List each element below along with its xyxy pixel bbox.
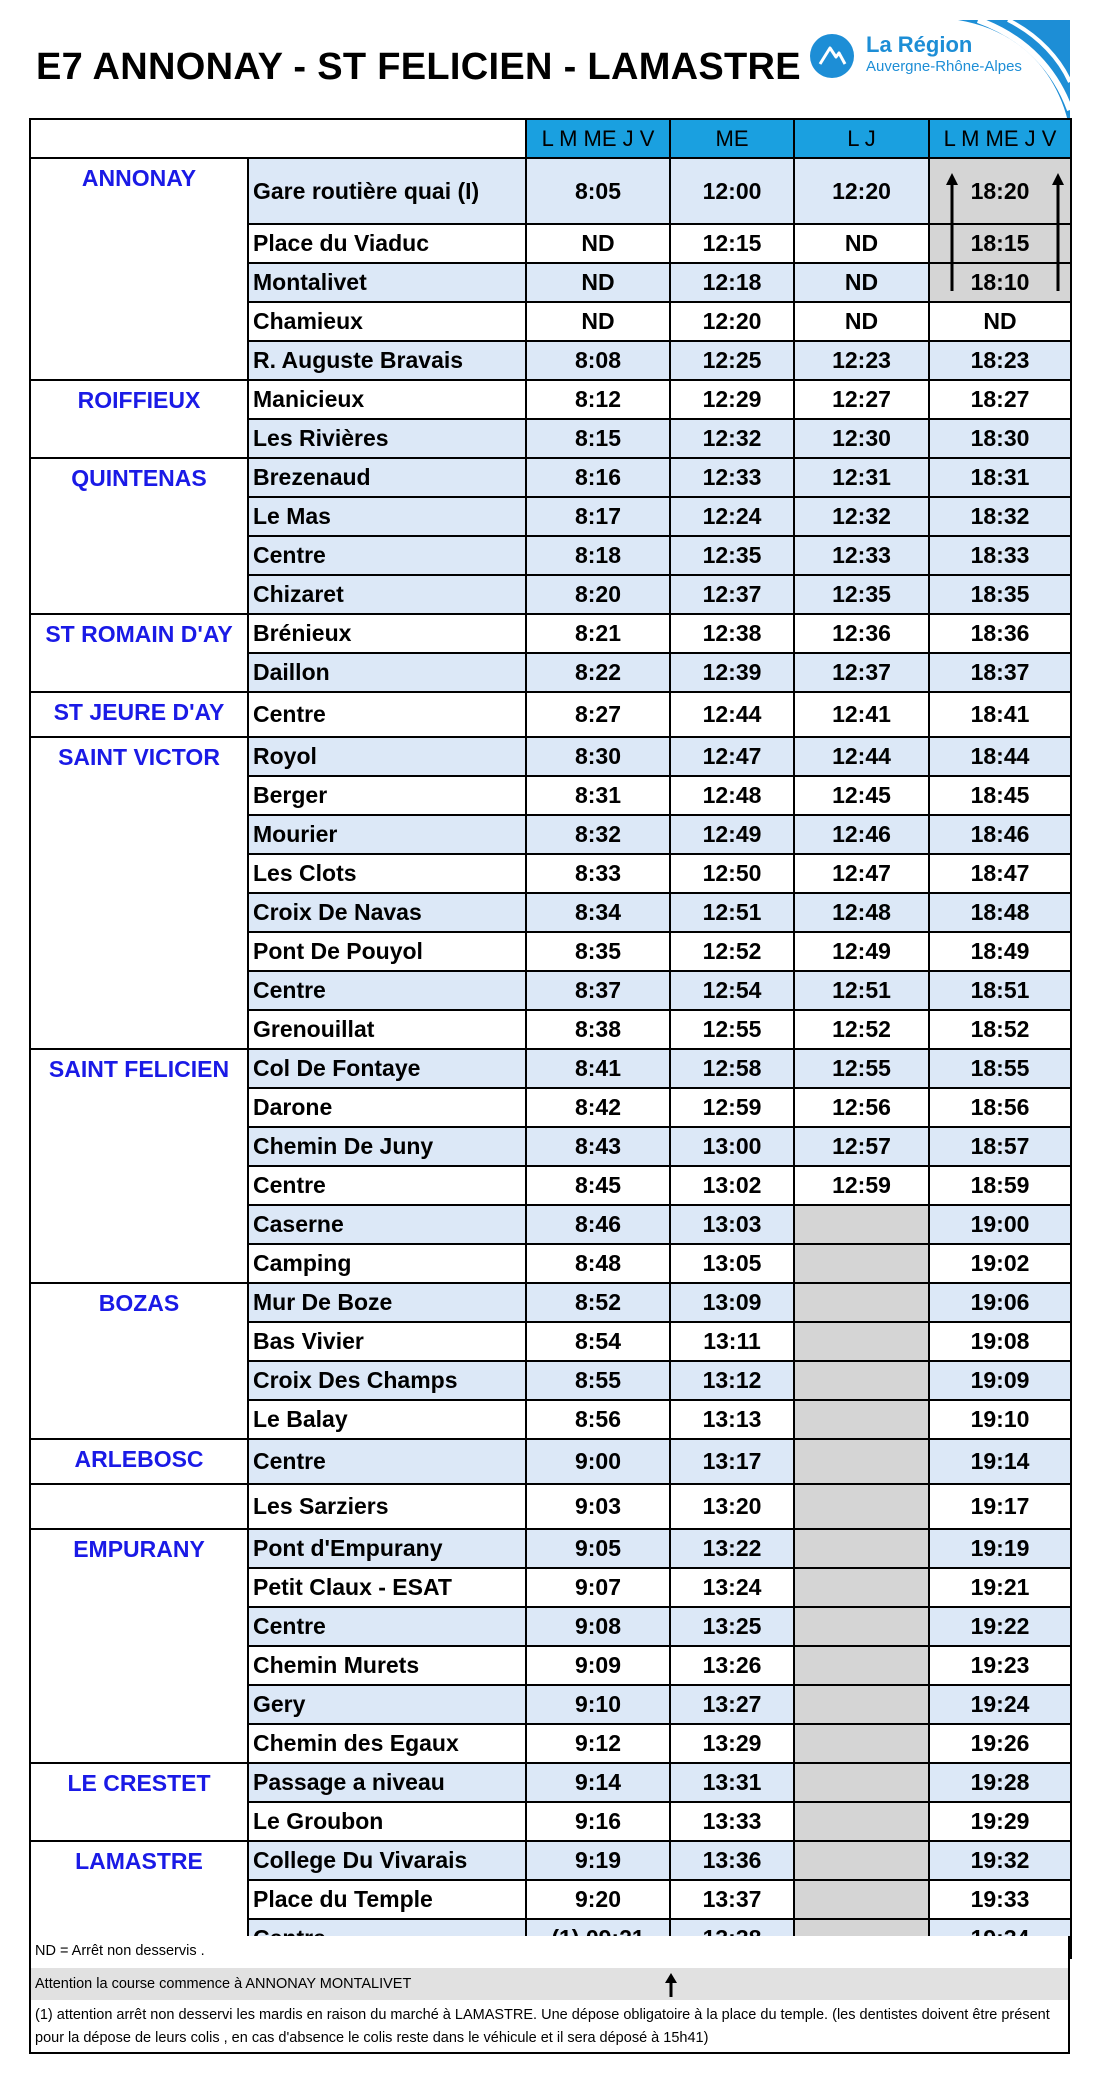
time-cell: 18:57 <box>929 1127 1071 1166</box>
table-row <box>30 458 1071 497</box>
time-cell: 18:37 <box>929 653 1071 692</box>
time-cell: 18:41 <box>929 692 1071 737</box>
time-cell <box>794 1685 929 1724</box>
time-cell: 13:11 <box>670 1322 794 1361</box>
time-cell <box>794 1529 929 1568</box>
time-cell: 12:56 <box>794 1088 929 1127</box>
time-cell: 19:26 <box>929 1724 1071 1763</box>
town-name: ANNONAY <box>30 158 248 380</box>
time-cell: 12:44 <box>670 692 794 737</box>
time-cell: 13:31 <box>670 1763 794 1802</box>
town-name: SAINT FELICIEN <box>30 1049 248 1283</box>
time-cell: 9:12 <box>526 1724 670 1763</box>
time-cell: 18:48 <box>929 893 1071 932</box>
table-row <box>30 614 1071 653</box>
up-arrow-icon <box>1050 173 1066 291</box>
time-cell: 13:12 <box>670 1361 794 1400</box>
time-cell <box>794 1568 929 1607</box>
time-cell <box>794 1802 929 1841</box>
time-cell: 12:35 <box>794 575 929 614</box>
time-cell: 12:51 <box>794 971 929 1010</box>
time-cell: 19:17 <box>929 1484 1071 1529</box>
time-cell: 12:55 <box>670 1010 794 1049</box>
column-header: L M ME J V <box>526 119 670 158</box>
time-cell: 12:32 <box>670 419 794 458</box>
stop-name: Centre <box>248 1166 526 1205</box>
time-cell: 13:13 <box>670 1400 794 1439</box>
town-name: LE CRESTET <box>30 1763 248 1841</box>
time-cell: 8:22 <box>526 653 670 692</box>
table-row <box>30 1841 1071 1880</box>
time-cell: 12:15 <box>670 224 794 263</box>
time-cell: 12:30 <box>794 419 929 458</box>
time-cell: 8:37 <box>526 971 670 1010</box>
up-arrow-icon <box>944 173 960 291</box>
time-cell: 13:03 <box>670 1205 794 1244</box>
table-row <box>30 737 1071 776</box>
time-cell <box>794 1361 929 1400</box>
stop-name: Pont d'Empurany <box>248 1529 526 1568</box>
time-cell: 9:07 <box>526 1568 670 1607</box>
time-cell: 19:32 <box>929 1841 1071 1880</box>
time-cell: 18:59 <box>929 1166 1071 1205</box>
time-cell: 12:24 <box>670 497 794 536</box>
time-cell: 19:29 <box>929 1802 1071 1841</box>
time-cell: 19:28 <box>929 1763 1071 1802</box>
stop-name: Gare routière quai (I) <box>248 158 526 224</box>
time-cell: 19:09 <box>929 1361 1071 1400</box>
time-cell: 12:54 <box>670 971 794 1010</box>
time-cell: 12:20 <box>794 158 929 224</box>
stop-name: Place du Viaduc <box>248 224 526 263</box>
time-cell: 9:10 <box>526 1685 670 1724</box>
stop-name: Centre <box>248 536 526 575</box>
logo-subtitle: Auvergne-Rhône-Alpes <box>866 58 1022 75</box>
time-cell: 13:24 <box>670 1568 794 1607</box>
time-cell: 19:08 <box>929 1322 1071 1361</box>
time-cell: 12:37 <box>670 575 794 614</box>
time-cell: 12:32 <box>794 497 929 536</box>
stop-name: Darone <box>248 1088 526 1127</box>
up-arrow-icon <box>663 1972 679 1998</box>
time-cell: 9:08 <box>526 1607 670 1646</box>
time-cell: 12:25 <box>670 341 794 380</box>
stop-name: Berger <box>248 776 526 815</box>
time-cell: 13:37 <box>670 1880 794 1919</box>
time-cell: 12:52 <box>670 932 794 971</box>
stop-name: Daillon <box>248 653 526 692</box>
time-cell: 12:29 <box>670 380 794 419</box>
stop-name: Passage a niveau <box>248 1763 526 1802</box>
time-cell: 12:44 <box>794 737 929 776</box>
stop-name: Les Sarziers <box>248 1484 526 1529</box>
time-cell: 19:33 <box>929 1880 1071 1919</box>
time-cell: 12:49 <box>670 815 794 854</box>
time-cell: 19:02 <box>929 1244 1071 1283</box>
town-name: EMPURANY <box>30 1529 248 1763</box>
time-cell: 8:15 <box>526 419 670 458</box>
table-row <box>30 158 1071 224</box>
time-cell: 18:55 <box>929 1049 1071 1088</box>
time-cell: 8:42 <box>526 1088 670 1127</box>
stop-name: Croix Des Champs <box>248 1361 526 1400</box>
time-cell: 12:51 <box>670 893 794 932</box>
time-cell: 12:37 <box>794 653 929 692</box>
stop-name: Centre <box>248 692 526 737</box>
table-row <box>30 1439 1071 1484</box>
stop-name: Brezenaud <box>248 458 526 497</box>
time-cell <box>794 1205 929 1244</box>
header-row <box>30 119 1071 158</box>
stop-name: Royol <box>248 737 526 776</box>
time-cell: 8:38 <box>526 1010 670 1049</box>
time-cell: 8:48 <box>526 1244 670 1283</box>
header-blank <box>30 119 526 158</box>
time-cell <box>794 1763 929 1802</box>
time-cell: 18:46 <box>929 815 1071 854</box>
table-row <box>30 1529 1071 1568</box>
time-cell: 18:44 <box>929 737 1071 776</box>
stop-name: Chemin De Juny <box>248 1127 526 1166</box>
attention-note <box>29 1968 1070 2000</box>
stop-name: Chizaret <box>248 575 526 614</box>
stop-name: Col De Fontaye <box>248 1049 526 1088</box>
time-cell: 13:17 <box>670 1439 794 1484</box>
time-cell: 8:18 <box>526 536 670 575</box>
time-cell: 13:25 <box>670 1607 794 1646</box>
time-cell: 8:05 <box>526 158 670 224</box>
stop-name: Centre <box>248 971 526 1010</box>
stop-name: Place du Temple <box>248 1880 526 1919</box>
time-cell: ND <box>526 263 670 302</box>
time-cell: 13:05 <box>670 1244 794 1283</box>
logo-name: La Région <box>866 32 973 57</box>
time-cell: 8:41 <box>526 1049 670 1088</box>
time-cell: 9:20 <box>526 1880 670 1919</box>
stop-name: Centre <box>248 1607 526 1646</box>
time-cell: 9:19 <box>526 1841 670 1880</box>
time-cell: 8:27 <box>526 692 670 737</box>
footnote: (1) attention arrêt non desservi les mardis en raison du marché à LAMASTRE. Une dépose obligatoire à la place du temple. (les dentistes doivent être présent pour la dépose de leurs colis , en cas d'absence le colis reste dans le véhicule et il sera déposé à 15h41) <box>29 2000 1070 2054</box>
time-cell: 8:35 <box>526 932 670 971</box>
town-name: BOZAS <box>30 1283 248 1439</box>
time-cell <box>794 1322 929 1361</box>
town-name <box>30 1484 248 1529</box>
time-cell: 18:33 <box>929 536 1071 575</box>
time-cell: 19:23 <box>929 1646 1071 1685</box>
time-cell: 9:16 <box>526 1802 670 1841</box>
time-cell: 12:49 <box>794 932 929 971</box>
time-cell: 18:49 <box>929 932 1071 971</box>
time-cell: 8:12 <box>526 380 670 419</box>
time-cell: 13:26 <box>670 1646 794 1685</box>
stop-name: Les Clots <box>248 854 526 893</box>
time-cell: 12:35 <box>670 536 794 575</box>
time-cell: 8:34 <box>526 893 670 932</box>
time-cell: 8:56 <box>526 1400 670 1439</box>
time-cell: 12:00 <box>670 158 794 224</box>
time-cell: 8:31 <box>526 776 670 815</box>
time-cell: 18:27 <box>929 380 1071 419</box>
time-cell <box>794 1400 929 1439</box>
time-cell: 18:45 <box>929 776 1071 815</box>
time-cell: 9:03 <box>526 1484 670 1529</box>
table-row <box>30 1283 1071 1322</box>
time-cell <box>794 1880 929 1919</box>
time-cell: 8:21 <box>526 614 670 653</box>
mountain-logo-icon <box>810 34 854 78</box>
time-cell: 13:33 <box>670 1802 794 1841</box>
time-cell: 12:41 <box>794 692 929 737</box>
time-cell: 18:35 <box>929 575 1071 614</box>
time-cell: 12:47 <box>794 854 929 893</box>
time-cell: 8:33 <box>526 854 670 893</box>
time-cell: 12:55 <box>794 1049 929 1088</box>
time-cell <box>794 1724 929 1763</box>
column-header: ME <box>670 119 794 158</box>
stop-name: Pont De Pouyol <box>248 932 526 971</box>
time-cell: 18:32 <box>929 497 1071 536</box>
column-header: L J <box>794 119 929 158</box>
time-cell: 8:17 <box>526 497 670 536</box>
stop-name: Gery <box>248 1685 526 1724</box>
time-cell <box>794 1607 929 1646</box>
time-cell: 18:56 <box>929 1088 1071 1127</box>
time-cell: ND <box>526 302 670 341</box>
time-cell: ND <box>526 224 670 263</box>
timetable-body <box>30 158 1071 1958</box>
time-cell: ND <box>794 263 929 302</box>
table-row <box>30 692 1071 737</box>
time-cell: 19:21 <box>929 1568 1071 1607</box>
column-header: L M ME J V <box>929 119 1071 158</box>
time-cell: 12:57 <box>794 1127 929 1166</box>
time-cell: 13:09 <box>670 1283 794 1322</box>
time-cell: 12:59 <box>670 1088 794 1127</box>
stop-name: Bas Vivier <box>248 1322 526 1361</box>
page-title: E7 ANNONAY - ST FELICIEN - LAMASTRE <box>36 46 801 88</box>
time-cell <box>794 1484 929 1529</box>
time-cell: ND <box>929 302 1071 341</box>
time-cell: 12:50 <box>670 854 794 893</box>
stop-name: Le Mas <box>248 497 526 536</box>
time-cell: 19:24 <box>929 1685 1071 1724</box>
stop-name: Grenouillat <box>248 1010 526 1049</box>
time-cell: 8:32 <box>526 815 670 854</box>
stop-name: Chemin Murets <box>248 1646 526 1685</box>
time-cell: 8:16 <box>526 458 670 497</box>
time-cell <box>794 1244 929 1283</box>
time-cell: 8:55 <box>526 1361 670 1400</box>
time-cell: 13:02 <box>670 1166 794 1205</box>
time-cell: 18:20 <box>929 158 1071 224</box>
table-row <box>30 1049 1071 1088</box>
time-cell: 9:00 <box>526 1439 670 1484</box>
time-cell: 12:33 <box>670 458 794 497</box>
stop-name: Mourier <box>248 815 526 854</box>
table-row <box>30 1763 1071 1802</box>
time-cell: 12:45 <box>794 776 929 815</box>
time-cell: 12:27 <box>794 380 929 419</box>
time-cell: 12:18 <box>670 263 794 302</box>
time-cell: 12:52 <box>794 1010 929 1049</box>
time-cell: 12:31 <box>794 458 929 497</box>
stop-name: Les Rivières <box>248 419 526 458</box>
time-cell: 12:58 <box>670 1049 794 1088</box>
stop-name: Le Groubon <box>248 1802 526 1841</box>
time-cell: 12:36 <box>794 614 929 653</box>
time-cell: 12:23 <box>794 341 929 380</box>
town-name: ST JEURE D'AY <box>30 692 248 737</box>
time-cell: 19:00 <box>929 1205 1071 1244</box>
time-cell: 12:59 <box>794 1166 929 1205</box>
town-name: SAINT VICTOR <box>30 737 248 1049</box>
time-cell: 12:48 <box>670 776 794 815</box>
time-cell: 13:36 <box>670 1841 794 1880</box>
town-name: LAMASTRE <box>30 1841 248 1958</box>
time-cell: 12:33 <box>794 536 929 575</box>
stop-name: Chemin des Egaux <box>248 1724 526 1763</box>
town-name: ST ROMAIN D'AY <box>30 614 248 692</box>
time-cell: 8:46 <box>526 1205 670 1244</box>
time-cell: 9:14 <box>526 1763 670 1802</box>
time-cell: 13:22 <box>670 1529 794 1568</box>
stop-name: Brénieux <box>248 614 526 653</box>
time-cell <box>794 1439 929 1484</box>
stop-name: Mur De Boze <box>248 1283 526 1322</box>
stop-name: Centre <box>248 1439 526 1484</box>
time-cell: 8:30 <box>526 737 670 776</box>
time-cell: 18:23 <box>929 341 1071 380</box>
time-cell <box>794 1646 929 1685</box>
nd-note: ND = Arrêt non desservis . <box>29 1936 1070 1968</box>
time-cell: 8:08 <box>526 341 670 380</box>
stop-name: Manicieux <box>248 380 526 419</box>
time-cell: 8:45 <box>526 1166 670 1205</box>
town-name: QUINTENAS <box>30 458 248 614</box>
time-cell: 18:15 <box>929 224 1071 263</box>
stop-name: Camping <box>248 1244 526 1283</box>
stop-name: Croix De Navas <box>248 893 526 932</box>
town-name: ROIFFIEUX <box>30 380 248 458</box>
time-cell: 18:52 <box>929 1010 1071 1049</box>
time-cell: 12:39 <box>670 653 794 692</box>
time-cell: 18:36 <box>929 614 1071 653</box>
timetable <box>29 118 1072 1959</box>
time-cell: 19:10 <box>929 1400 1071 1439</box>
attention-text: Attention la course commence à ANNONAY MONTALIVET <box>35 1976 412 1992</box>
stop-name: Chamieux <box>248 302 526 341</box>
time-cell: 12:20 <box>670 302 794 341</box>
table-row <box>30 380 1071 419</box>
time-cell: ND <box>794 224 929 263</box>
stop-name: Caserne <box>248 1205 526 1244</box>
stop-name: Petit Claux - ESAT <box>248 1568 526 1607</box>
time-cell: 12:38 <box>670 614 794 653</box>
time-cell: 8:54 <box>526 1322 670 1361</box>
time-cell: 19:14 <box>929 1439 1071 1484</box>
time-cell: 18:10 <box>929 263 1071 302</box>
table-row <box>30 1484 1071 1529</box>
time-cell: 18:30 <box>929 419 1071 458</box>
time-cell: 13:20 <box>670 1484 794 1529</box>
time-cell: ND <box>794 302 929 341</box>
time-cell: 19:22 <box>929 1607 1071 1646</box>
time-cell: 12:48 <box>794 893 929 932</box>
time-cell: 8:43 <box>526 1127 670 1166</box>
time-cell: 19:19 <box>929 1529 1071 1568</box>
stop-name: College Du Vivarais <box>248 1841 526 1880</box>
time-cell: 13:27 <box>670 1685 794 1724</box>
time-cell <box>794 1841 929 1880</box>
time-cell: 8:52 <box>526 1283 670 1322</box>
time-cell: 13:29 <box>670 1724 794 1763</box>
time-cell <box>794 1283 929 1322</box>
time-cell: 9:05 <box>526 1529 670 1568</box>
time-cell: 12:46 <box>794 815 929 854</box>
stop-name: Le Balay <box>248 1400 526 1439</box>
time-cell: 18:31 <box>929 458 1071 497</box>
time-cell: 9:09 <box>526 1646 670 1685</box>
stop-name: Montalivet <box>248 263 526 302</box>
town-name: ARLEBOSC <box>30 1439 248 1484</box>
time-cell: 13:00 <box>670 1127 794 1166</box>
stop-name: R. Auguste Bravais <box>248 341 526 380</box>
time-cell: 12:47 <box>670 737 794 776</box>
time-cell: 18:51 <box>929 971 1071 1010</box>
time-cell: 18:47 <box>929 854 1071 893</box>
time-cell: 8:20 <box>526 575 670 614</box>
time-cell: 19:06 <box>929 1283 1071 1322</box>
